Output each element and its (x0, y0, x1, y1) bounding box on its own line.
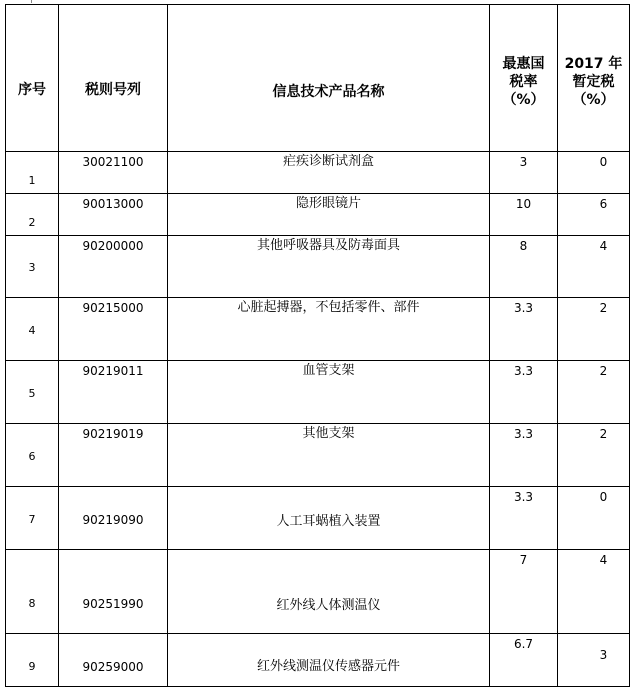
row-mfn-cell (490, 298, 558, 361)
header-mfn-line3: （%） (502, 92, 545, 108)
row-prov: 0 (599, 155, 608, 169)
row-code-cell (59, 298, 168, 361)
tariff-table (5, 4, 630, 687)
row-name-cell (168, 361, 490, 424)
row-mfn: 3 (519, 155, 528, 169)
table-row (6, 236, 630, 298)
corner-mark (31, 0, 32, 3)
row-code: 90251990 (82, 597, 144, 611)
row-seq: 8 (28, 597, 36, 610)
row-code: 90215000 (82, 301, 144, 315)
row-name: 红外线测温仪传感器元件 (256, 659, 400, 674)
row-name: 疟疾诊断试剂盒 (282, 154, 374, 169)
row-prov-cell (558, 152, 630, 194)
row-code-cell (59, 634, 168, 687)
row-seq-cell (6, 550, 59, 634)
row-seq-cell (6, 487, 59, 550)
row-code: 90259000 (82, 660, 144, 674)
table-row (6, 487, 630, 550)
row-code-cell (59, 487, 168, 550)
row-mfn-cell (490, 194, 558, 236)
row-prov-cell (558, 194, 630, 236)
row-prov: 0 (599, 490, 608, 504)
table-row (6, 152, 630, 194)
table-row (6, 361, 630, 424)
header-prov-line2: 暂定税 (572, 74, 615, 90)
row-prov: 2 (599, 301, 608, 315)
header-prov-line1: 2017 年 (564, 56, 623, 72)
row-seq: 6 (28, 450, 36, 463)
row-prov: 3 (599, 648, 608, 662)
row-seq-cell (6, 152, 59, 194)
row-seq: 4 (28, 324, 36, 337)
row-prov-cell (558, 361, 630, 424)
row-code-cell (59, 152, 168, 194)
row-mfn: 3.3 (513, 301, 534, 315)
row-mfn-cell (490, 424, 558, 487)
row-prov-cell (558, 298, 630, 361)
row-code: 90219019 (82, 427, 144, 441)
row-prov-cell (558, 236, 630, 298)
row-name-cell (168, 487, 490, 550)
row-prov-cell (558, 424, 630, 487)
row-prov-cell (558, 487, 630, 550)
row-name-cell (168, 152, 490, 194)
row-mfn-cell (490, 487, 558, 550)
row-code-cell (59, 194, 168, 236)
row-seq-cell (6, 361, 59, 424)
row-mfn-cell (490, 634, 558, 687)
row-code: 90219090 (82, 513, 144, 527)
row-prov: 4 (599, 239, 608, 253)
row-name-cell (168, 298, 490, 361)
header-seq: 序号 (6, 5, 59, 152)
row-mfn: 10 (515, 197, 532, 211)
row-mfn: 8 (519, 239, 528, 253)
row-name: 隐形眼镜片 (295, 196, 361, 211)
row-name-cell (168, 236, 490, 298)
row-name-cell (168, 424, 490, 487)
row-prov: 6 (599, 197, 608, 211)
table-row (6, 550, 630, 634)
table-row (6, 424, 630, 487)
row-code: 30021100 (82, 155, 144, 169)
row-name: 其他支架 (302, 426, 355, 441)
row-mfn-cell (490, 550, 558, 634)
row-name: 心脏起搏器，不包括零件、部件 (237, 300, 420, 315)
row-name-cell (168, 550, 490, 634)
row-code-cell (59, 424, 168, 487)
row-name: 血管支架 (302, 363, 355, 378)
row-mfn: 3.3 (513, 364, 534, 378)
row-prov-cell (558, 550, 630, 634)
row-name-cell (168, 634, 490, 687)
row-mfn: 7 (519, 553, 528, 567)
row-name: 人工耳蜗植入装置 (276, 514, 381, 529)
row-seq: 2 (28, 216, 36, 229)
row-prov: 2 (599, 427, 608, 441)
header-prov-line3: （%） (572, 92, 615, 108)
row-seq-cell (6, 236, 59, 298)
row-seq: 9 (28, 660, 36, 673)
row-mfn-cell (490, 361, 558, 424)
row-mfn: 3.3 (513, 427, 534, 441)
header-row (6, 5, 630, 152)
row-mfn: 3.3 (513, 490, 534, 504)
row-seq: 7 (28, 513, 36, 526)
row-code: 90200000 (82, 239, 144, 253)
header-product-name: 信息技术产品名称 (168, 5, 490, 152)
row-code: 90013000 (82, 197, 144, 211)
row-code-cell (59, 550, 168, 634)
table-row (6, 634, 630, 687)
row-mfn-cell (490, 152, 558, 194)
row-prov-cell (558, 634, 630, 687)
row-seq: 3 (28, 261, 36, 274)
row-name-cell (168, 194, 490, 236)
row-name: 红外线人体测温仪 (276, 598, 381, 613)
header-mfn-line1: 最惠国 (502, 56, 545, 72)
row-mfn-cell (490, 236, 558, 298)
row-mfn: 6.7 (513, 637, 534, 651)
row-seq-cell (6, 194, 59, 236)
header-tariff-code: 税则号列 (59, 5, 168, 152)
table-row (6, 298, 630, 361)
row-name: 其他呼吸器具及防毒面具 (256, 238, 400, 253)
header-mfn-rate (490, 5, 558, 152)
row-seq: 1 (28, 174, 36, 187)
row-seq: 5 (28, 387, 36, 400)
row-code: 90219011 (82, 364, 144, 378)
row-code-cell (59, 361, 168, 424)
row-seq-cell (6, 298, 59, 361)
row-seq-cell (6, 634, 59, 687)
row-prov: 2 (599, 364, 608, 378)
row-prov: 4 (599, 553, 608, 567)
row-seq-cell (6, 424, 59, 487)
header-provisional-rate (558, 5, 630, 152)
header-mfn-line2: 税率 (509, 74, 538, 90)
row-code-cell (59, 236, 168, 298)
table-row (6, 194, 630, 236)
